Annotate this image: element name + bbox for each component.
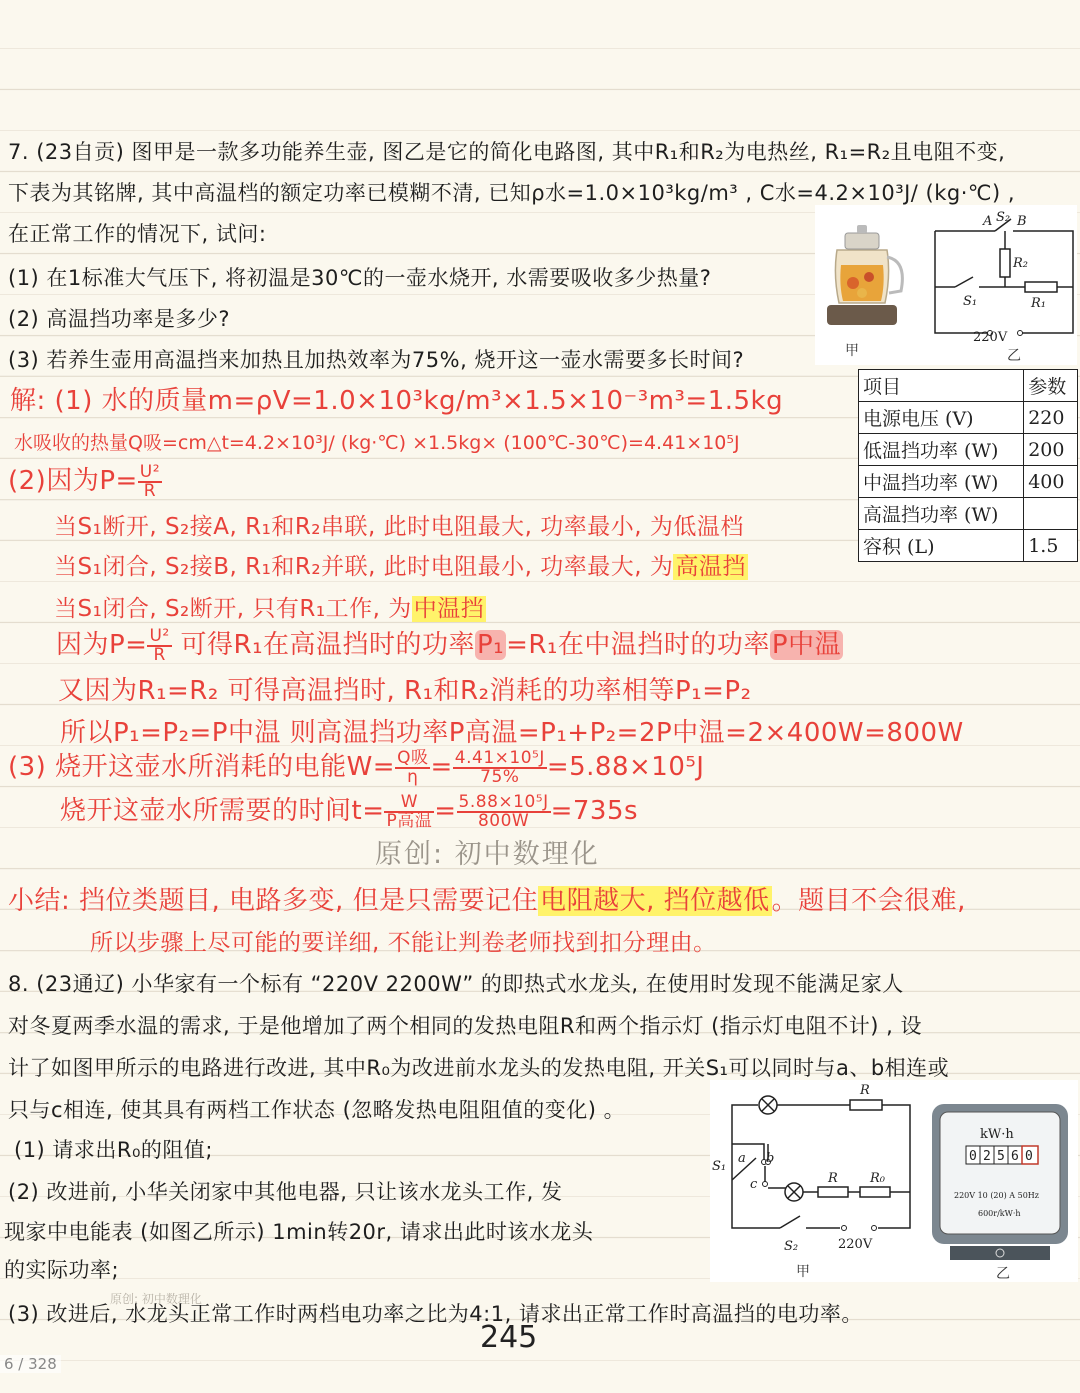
solution-line-2: 水吸收的热量Q吸=cm△t=4.2×10³J/ (kg·℃) ×1.5kg× (100℃-30℃)=4.41×10⁵J: [14, 432, 740, 454]
table-row: [859, 530, 1078, 562]
page-counter: 6 / 328: [0, 1355, 61, 1373]
spec-value: [1024, 498, 1078, 530]
q7-line-1: 7. (23自贡) 图甲是一款多功能养生壶, 图乙是它的简化电路图, 其中R₁和R₂为电热丝, R₁=R₂且电阻不变,: [8, 140, 1006, 164]
fig7-label-b: B: [1017, 214, 1027, 229]
fig8-label-r0: R₀: [870, 1171, 885, 1186]
fig8-label-b: b: [766, 1151, 775, 1166]
watermark-small: 原创: 初中数理化: [110, 1292, 202, 1306]
highlight-high-gear: 高温挡: [675, 554, 746, 580]
highlight-mid-gear: 中温挡: [413, 596, 485, 622]
spec-value: 1.5: [1024, 530, 1078, 562]
q8-line-4: 只与c相连, 使其具有两档工作状态 (忽略发热电阻阻值的变化) 。: [8, 1098, 626, 1122]
fig8-label-a: a: [738, 1151, 746, 1166]
q7-circuit-diagram: [935, 219, 1073, 333]
q7-sub-1: (1) 在1标准大气压下, 将初温是30℃的一壶水烧开, 水需要吸收多少热量?: [8, 266, 712, 290]
electric-meter-illustration: [932, 1104, 1068, 1260]
meter-digit: 2: [983, 1149, 991, 1164]
solution-line-5: 当S₁闭合, S₂接B, R₁和R₂并联, 此时电阻最小, 功率最大, 为高温挡: [54, 554, 746, 580]
fig8-label-r-top: R: [860, 1083, 870, 1098]
fig8-caption-a: 甲: [796, 1264, 810, 1280]
q8-circuit-diagram: [732, 1096, 910, 1228]
summary-line-1: 小结: 挡位类题目, 电路多变, 但是只需要记住电阻越大, 挡位越低。题目不会很难,: [8, 886, 966, 916]
q8-sub-2c: 的实际功率;: [4, 1258, 120, 1282]
q8-figure: [710, 1080, 1078, 1282]
table-row: [859, 434, 1078, 466]
kettle-and-circuit-figure: [815, 205, 1077, 365]
solution-line-3: (2)因为P= $\frac{\text{U²}}{R}$: [8, 461, 161, 501]
spec-table: [858, 369, 1078, 562]
spec-item: 电源电压 (V): [859, 402, 1024, 434]
q8-sub-3: (3) 改进后, 水龙头正常工作时两档电功率之比为4:1, 请求出正常工作时高温挡的电功率。: [8, 1302, 863, 1326]
fig7-label-s2: S₂: [996, 210, 1011, 225]
solution-line-11: 烧开这壶水所需要的时间t= $\frac{W}{\text{P高温}}$ = $\frac{\text{5.88×10⁵J}}{800W}$ =735s: [60, 791, 639, 831]
fig8-label-r-mid: R: [828, 1171, 838, 1186]
q8-sub-2b: 现家中电能表 (如图乙所示) 1min转20r, 请求出此时该水龙头: [4, 1220, 594, 1244]
solution-line-9: 所以P₁=P₂=P中温 则高温挡功率P高温=P₁+P₂=2P中温=2×400W=800W: [60, 718, 964, 748]
q8-line-1: 8. (23通辽) 小华家有一个标有 “220V 2200W” 的即热式水龙头, 在使用时发现不能满足家人: [8, 972, 904, 996]
kettle-illustration: [827, 225, 902, 325]
summary-highlight: 电阻越大, 挡位越低: [540, 886, 770, 916]
fig7-caption-b: 乙: [1007, 348, 1021, 364]
q7-line-2: 下表为其铭牌, 其中高温档的额定功率已模糊不清, 已知ρ水=1.0×10³kg/m³ , C水=4.2×10³J/ (kg·℃) ,: [8, 181, 1016, 205]
fig7-label-a: A: [983, 214, 993, 229]
fig7-label-s1: S₁: [963, 294, 978, 309]
fig7-caption-a: 甲: [845, 343, 859, 359]
meter-digit: 0: [969, 1149, 977, 1164]
fig8-label-s1: S₁: [712, 1159, 727, 1174]
fig8-label-voltage: 220V: [838, 1237, 873, 1252]
faucet-circuit-and-meter-figure: [710, 1080, 1078, 1282]
spec-item: 中温挡功率 (W): [859, 466, 1024, 498]
q7-sub-2: (2) 高温挡功率是多少?: [8, 307, 231, 331]
q8-sub-1: (1) 请求出R₀的阻值;: [14, 1138, 214, 1162]
solution-line-1: 解: (1) 水的质量m=ρV=1.0×10³kg/m³×1.5×10⁻³m³=1.5kg: [10, 386, 784, 416]
meter-spec-2: 600r/kW·h: [978, 1209, 1021, 1218]
q7-line-3: 在正常工作的情况下, 试问:: [8, 222, 267, 246]
q7-figure: [815, 205, 1077, 365]
spec-item: 低温挡功率 (W): [859, 434, 1024, 466]
meter-digit: 0: [1025, 1149, 1033, 1164]
solution-line-7: 因为P= $\frac{\text{U²}}{R}$ 可得R₁在高温挡时的功率P₁=R₁在中温挡时的功率P中温: [56, 625, 842, 665]
meter-digit: 6: [1011, 1149, 1019, 1164]
fig7-label-r2: R₂: [1013, 256, 1028, 271]
solution-line-6: 当S₁闭合, S₂断开, 只有R₁工作, 为中温挡: [54, 596, 485, 622]
fig7-label-r1: R₁: [1031, 296, 1046, 311]
fig8-label-c: c: [750, 1177, 758, 1192]
meter-unit: kW·h: [980, 1127, 1014, 1142]
summary-line-2: 所以步骤上尽可能的要详细, 不能让判卷老师找到扣分理由。: [90, 930, 717, 956]
q8-sub-2a: (2) 改进前, 小华关闭家中其他电器, 只让该水龙头工作, 发: [8, 1180, 563, 1204]
spec-table-header-row: [859, 370, 1078, 402]
q8-line-2: 对冬夏两季水温的需求, 于是他增加了两个相同的发热电阻R和两个指示灯 (指示灯电阻不计) , 设: [8, 1014, 923, 1038]
spec-value: 400: [1024, 466, 1078, 498]
solution-line-4: 当S₁断开, S₂接A, R₁和R₂串联, 此时电阻最大, 功率最小, 为低温档: [54, 514, 744, 540]
fig7-label-voltage: 220V: [973, 330, 1008, 345]
q7-sub-3: (3) 若养生壶用高温挡来加热且加热效率为75%, 烧开这一壶水需要多长时间?: [8, 348, 745, 372]
spec-value: 200: [1024, 434, 1078, 466]
spec-header-item: 项目: [859, 370, 1024, 402]
solution-line-8: 又因为R₁=R₂ 可得高温挡时, R₁和R₂消耗的功率相等P₁=P₂: [58, 676, 752, 706]
spec-header-value: 参数: [1024, 370, 1078, 402]
watermark: 原创: 初中数理化: [375, 839, 600, 870]
fig8-caption-b: 乙: [996, 1266, 1010, 1282]
table-row: [859, 402, 1078, 434]
meter-digit: 5: [997, 1149, 1005, 1164]
page-number: 245: [480, 1320, 538, 1355]
spec-value: 220: [1024, 402, 1078, 434]
meter-spec-1: 220V 10 (20) A 50Hz: [954, 1191, 1039, 1200]
fig8-label-s2: S₂: [784, 1239, 799, 1254]
table-row: [859, 498, 1078, 530]
spec-item: 高温挡功率 (W): [859, 498, 1024, 530]
q8-line-3: 计了如图甲所示的电路进行改进, 其中R₀为改进前水龙头的发热电阻, 开关S₁可以同时与a、b相连或: [8, 1056, 950, 1080]
spec-item: 容积 (L): [859, 530, 1024, 562]
table-row: [859, 466, 1078, 498]
solution-line-10: (3) 烧开这壶水所消耗的电能W= $\frac{\text{Q吸}}{\eta}$ = $\frac{\text{4.41×10⁵J}}{75\%}$ =5.88×10⁵J: [8, 747, 705, 787]
